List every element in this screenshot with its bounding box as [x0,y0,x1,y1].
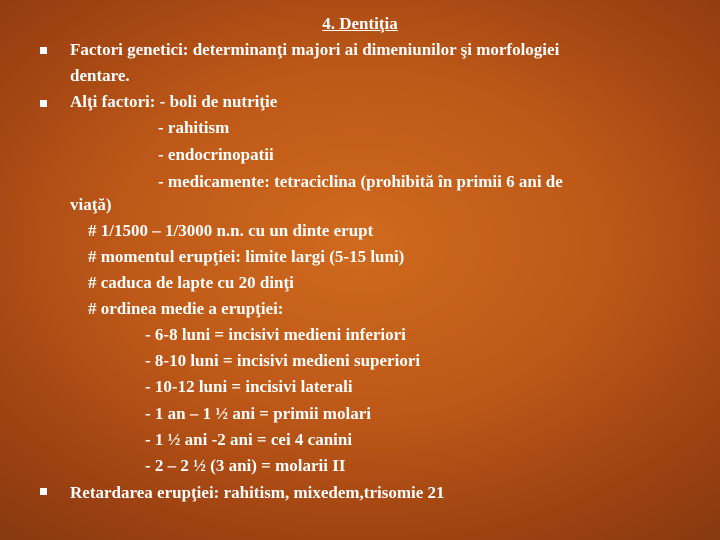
text-line-medication: - medicamente: tetraciclina (prohibită în primii 6 ani de [158,172,563,191]
text-line-other-factors: Alţi factori: - boli de nutriţie [70,92,278,111]
text-line-deciduous-teeth: # caduca de lapte cu 20 dinţi [88,273,294,292]
bullet-square-icon [40,100,47,107]
text-line-medication-cont: viaţă) [70,195,112,214]
text-line-order-6: - 2 – 2 ½ (3 ani) = molarii II [145,456,346,475]
text-line-genetic-factors: Factori genetici: determinanţi majori ai dimeniunilor şi morfologiei [70,40,560,59]
text-line-eruption-moment: # momentul erupţiei: limite largi (5-15 luni) [88,247,405,266]
text-line-erupted-tooth: # 1/1500 – 1/3000 n.n. cu un dinte erupt [88,221,374,240]
text-line-eruption-order: # ordinea medie a erupţiei: [88,299,284,318]
text-line-order-1: - 6-8 luni = incisivi medieni inferiori [145,325,406,344]
text-line-endocrinopathies: - endocrinopatii [158,145,274,164]
slide-title: 4. Dentiţia [322,14,398,33]
text-line-order-3: - 10-12 luni = incisivi laterali [145,377,353,396]
text-line-order-5: - 1 ½ ani -2 ani = cei 4 canini [145,430,353,449]
text-line-order-4: - 1 an – 1 ½ ani = primii molari [145,404,371,423]
text-line-eruption-delay: Retardarea erupţiei: rahitism, mixedem,trisomie 21 [70,483,445,502]
text-line-order-2: - 8-10 luni = incisivi medieni superiori [145,351,421,370]
text-line-rickets: - rahitism [158,118,230,137]
bullet-square-icon [40,488,47,495]
text-line-genetic-factors-cont: dentare. [70,66,130,85]
bullet-square-icon [40,47,47,54]
